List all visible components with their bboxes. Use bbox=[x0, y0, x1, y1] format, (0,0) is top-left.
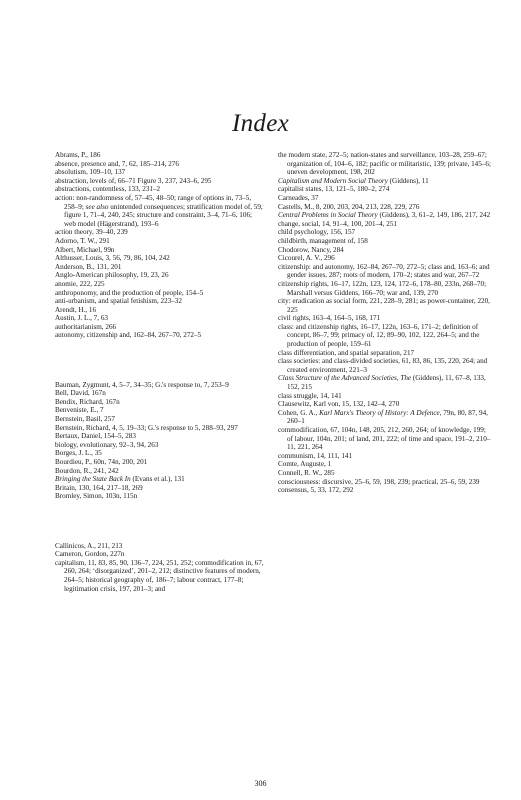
index-entry: authoritarianism, 266 bbox=[55, 322, 117, 331]
index-entry: absolutism, 109–10, 137 bbox=[55, 168, 126, 177]
index-entry: action theory, 39–40, 239 bbox=[55, 228, 128, 237]
index-entry: Anglo-American philosophy, 19, 23, 26 bbox=[55, 271, 169, 280]
index-entry: autonomy, citizenship and, 162–84, 267–70, 272–5 bbox=[55, 331, 202, 340]
index-entry: Capitalism and Modern Social Theory (Giddens), 11 bbox=[278, 176, 429, 185]
index-entry: anomie, 222, 225 bbox=[55, 279, 105, 288]
index-entry: class: and citizenship rights, 16–17, 122n, 163–6, 171–2; definition of concept, 86–7, 99; primacy of, 12, 89–90, 102, 122, 264–5; and the production of people, 159–61 bbox=[278, 322, 480, 349]
index-entry: Chodorow, Nancy, 284 bbox=[278, 245, 344, 254]
index-entry: anti-urbanism, and spatial fetishism, 223–32 bbox=[55, 297, 182, 306]
index-entry: Abrams, P., 186 bbox=[55, 151, 101, 159]
index-entry: Bendix, Richard, 167n bbox=[55, 397, 120, 406]
index-entry: Bauman, Zygmunt, 4, 5–7, 34–35; G.'s response to, 7, 253–9 bbox=[55, 380, 229, 389]
index-entry: Adorno, T. W., 291 bbox=[55, 236, 110, 245]
index-entry: absence, presence and, 7, 62, 185–214, 276 bbox=[55, 159, 179, 168]
index-entry: Bernstein, Basil, 257 bbox=[55, 415, 115, 424]
index-entry: the modern state, 272–5; nation-states and surveillance, 103–28, 259–67; organization of, 104–6, 182; pacific or militaristic, 139; private, 145–6; uneven development, 198, 202 bbox=[278, 151, 491, 177]
index-entry: biology, evolutionary, 92–3, 94, 263 bbox=[55, 440, 159, 449]
index-entry: consensus, 5, 33, 172, 292 bbox=[278, 486, 354, 495]
index-entry: capitalism, 11, 83, 85, 90, 136–7, 224, 251, 252; commodification in, 67, 260, 264; ‘disorganized’, 201–2, 212; distinctive features of modern, 264–5; historical geography of, 186–7; labour contract, 177–8; legitimation crisis, 197, 201–3; and bbox=[55, 558, 264, 593]
index-entry: Arendt, H., 16 bbox=[55, 305, 97, 314]
index-entry: Benveniste, E., 7 bbox=[55, 406, 104, 415]
index-entry: Bromley, Simon, 103n, 115n bbox=[55, 492, 138, 501]
index-entry: Connell, R. W., 285 bbox=[278, 468, 335, 477]
index-entry: class differentiation, and spatial separation, 217 bbox=[278, 348, 415, 357]
letter-group-gap bbox=[55, 517, 265, 526]
index-entry: citizenship: and autonomy, 162–84, 267–70, 272–5; class and, 163–6; and gender issues, 287; roots of modern, 170–2; states and war, 267–72 bbox=[278, 262, 490, 280]
index-entry: Clausewitz, Karl von, 15, 132, 142–4, 270 bbox=[278, 400, 400, 409]
index-entry: class struggle, 14, 141 bbox=[278, 391, 342, 400]
index-entry: Bell, David, 167n bbox=[55, 389, 106, 398]
index-entry: Borges, J. L., 35 bbox=[55, 449, 102, 458]
index-entry: Anderson, B., 131, 201 bbox=[55, 262, 122, 271]
index-entry: Althusser, Louis, 3, 56, 79, 86, 104, 242 bbox=[55, 254, 170, 263]
index-entry: Cohen, G. A., Karl Marx's Theory of History: A Defence, 79n, 80, 87, 94, 260–1 bbox=[278, 408, 488, 426]
index-entry: capitalist states, 13, 121–5, 180–2, 274 bbox=[278, 185, 390, 194]
index-entry: Bertaux, Daniel, 154–5, 283 bbox=[55, 432, 136, 441]
index-entry: civil rights, 163–4, 164–5, 168, 171 bbox=[278, 314, 381, 323]
index-entry: commodification, 67, 104n, 148, 205, 212, 260, 264; of knowledge, 199; of labour, 104n, 201; of land, 201, 222; of time and space, 191–2, 210–11, 221, 264 bbox=[278, 426, 491, 452]
index-column-right bbox=[278, 151, 493, 495]
page-number: 306 bbox=[254, 779, 267, 788]
index-entry: Britain, 130, 164, 217–18, 269 bbox=[55, 483, 143, 492]
index-entry: abstractions, contentless, 133, 231–2 bbox=[55, 185, 161, 194]
page-title: Index bbox=[231, 110, 290, 137]
index-entry: Comte, Auguste, 1 bbox=[278, 460, 332, 469]
index-entry: consciousness: discursive, 25–6, 59, 198, 239; practical, 25–6, 59, 239 bbox=[278, 477, 480, 486]
index-entry: Bourdon, R., 241, 242 bbox=[55, 466, 119, 475]
index-entry: Bringing the State Back In (Evans et al.), 131 bbox=[55, 475, 185, 484]
index-entry: child psychology, 156, 157 bbox=[278, 228, 356, 237]
index-column-left bbox=[55, 151, 265, 593]
index-entry: change, social, 14, 91–4, 100, 201–4, 251 bbox=[278, 219, 397, 228]
index-entry: class societies: and class-divided societies, 61, 83, 86, 135, 220, 264; and created environment, 221–3 bbox=[278, 357, 488, 374]
index-entry: childbirth, management of, 158 bbox=[278, 236, 368, 245]
index-entry: Cameron, Gordon, 227n bbox=[55, 550, 125, 559]
index-entry: Bernstein, Richard, 4, 5, 19–33; G.'s response to 5, 288–93, 297 bbox=[55, 423, 238, 432]
letter-group-gap bbox=[55, 356, 265, 365]
index-entry: Callinicos, A., 211, 213 bbox=[55, 541, 123, 550]
index-entry: city: eradication as social form, 221, 228–9, 281; as power-container, 220, 225 bbox=[278, 297, 490, 314]
index-entry: Carneades, 37 bbox=[278, 193, 319, 202]
index-entry: Central Problems in Social Theory (Giddens), 3, 61–2, 149, 186, 217, 242 bbox=[278, 211, 491, 220]
index-entry: citizenship rights, 16–17, 122n, 123, 124, 172–6, 178–80, 233n, 268–70; Marshall versus Giddens, 166–70; war and, 139, 270 bbox=[278, 279, 487, 297]
index-entry: anthroponomy, and the production of people, 154–5 bbox=[55, 288, 204, 297]
index-entry: Bourdieu, P., 60n, 74n, 200, 201 bbox=[55, 458, 148, 466]
index-entry: Albert, Michael, 99n bbox=[55, 245, 115, 254]
index-entry: action: non-randomness of, 57–45, 48–50; range of options in, 73–5, 258–9; see also unintended consequences; stratification model of, 59, figure 1, 71–4, 240, 245; structure and constraint, 3–4, 71–6, 106; web model (Hägerstrand), 193–6 bbox=[55, 193, 263, 228]
index-entry: Cicourel, A. V., 296 bbox=[278, 254, 335, 263]
index-entry: Class Structure of the Advanced Societies, The (Giddens), 11, 67–8, 133, 152, 215 bbox=[278, 374, 486, 392]
index-entry: Castells, M., 8, 200, 203, 204, 213, 228, 229, 276 bbox=[278, 202, 420, 211]
index-entry: communism, 14, 111, 141 bbox=[278, 451, 353, 460]
index-entry: Austin, J. L., 7, 63 bbox=[55, 314, 108, 323]
index-entry: abstraction, levels of, 66–71 Figure 3, 237, 243–6, 295 bbox=[55, 176, 212, 185]
